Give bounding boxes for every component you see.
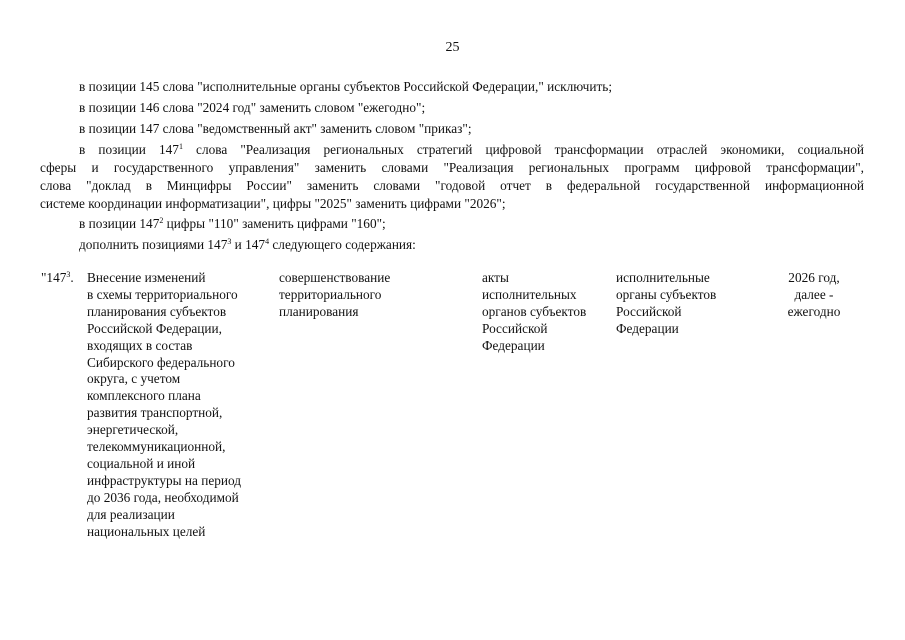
text-fragment: и 147 [231,237,266,252]
cell-line: акты [482,270,509,285]
superscript: 3 [227,237,232,246]
cell-goal [279,270,390,321]
superscript: 4 [265,237,270,246]
cell-line: Федерации [482,337,545,353]
cell-line: Российской [616,303,682,319]
paragraph-position-146: в позиции 146 слова "2024 год" заменить словом "ежегодно"; [79,100,426,115]
cell-line: социальной и иной [87,455,196,471]
paragraph-position-1471-line1 [79,142,864,158]
superscript: 1 [178,142,183,151]
paragraph-position-1471-line2: сферы и государственного управления" заменить словами "Реализация региональных программ цифровой трансформации", [40,160,864,175]
paragraph-position-1471-line3: слова "доклад в Минцифры России" заменить словами "годовой отчет в федеральной государственной информационной [40,178,864,193]
cell-line: округа, с учетом [87,371,181,387]
text-fragment: в позиции 147 [79,216,160,231]
cell-line: органов субъектов [482,303,587,319]
row-number [41,270,74,287]
cell-line: Российской [482,320,548,336]
cell-line: исполнительных [482,286,577,302]
row-number-text: "147 [41,270,67,285]
cell-line: планирования [279,303,359,319]
cell-line: энергетической, [87,422,179,438]
text-fragment: в позиции 147 [79,142,179,157]
paragraph-position-1471-line4: системе координации информатизации", цифры "2025" заменить цифрами "2026"; [40,196,506,211]
cell-line: для реализации [87,506,175,522]
paragraph-position-147: в позиции 147 слова "ведомственный акт" заменить словом "приказ"; [79,121,472,136]
cell-line: инфраструктуры на период [87,472,242,488]
cell-line: 2026 год, [788,270,840,285]
cell-line: Внесение изменений [87,270,206,285]
text-fragment: дополнить позициями 147 [79,237,228,252]
cell-line: комплексного плана [87,388,201,404]
cell-line: территориального [279,286,382,302]
text-fragment: цифры "110" заменить цифрами "160"; [163,216,386,231]
superscript: 3 [66,270,71,279]
cell-line: Сибирского федерального [87,354,235,370]
cell-line: планирования субъектов [87,303,227,319]
cell-line: входящих в состав [87,337,193,353]
text-fragment: следующего содержания: [269,237,416,252]
cell-line: развития транспортной, [87,405,223,421]
cell-line: совершенствование [279,270,391,285]
cell-deadline [775,270,853,321]
page-number: 25 [445,40,460,55]
cell-responsible [616,270,716,338]
cell-line: Федерации [616,320,679,336]
cell-line: Российской Федерации, [87,320,222,336]
row-number-dot: . [70,270,74,285]
superscript: 2 [159,216,164,225]
cell-line: в схемы территориального [87,286,238,302]
cell-line: далее - [794,286,834,302]
cell-result-type [482,270,586,355]
cell-event-name [87,270,241,541]
cell-line: ежегодно [787,303,841,319]
paragraph-add-positions [79,237,416,253]
cell-line: органы субъектов [616,286,717,302]
cell-line: телекоммуникационной, [87,439,226,455]
paragraph-position-145: в позиции 145 слова "исполнительные органы субъектов Российской Федерации," исключить; [79,79,613,94]
cell-line: до 2036 года, необходимой [87,489,239,505]
paragraph-position-1472 [79,216,386,232]
text-fragment: слова "Реализация региональных стратегий цифровой трансформации отраслей экономики, социальной [182,142,864,157]
cell-line: исполнительные [616,270,710,285]
cell-line: национальных целей [87,523,206,539]
